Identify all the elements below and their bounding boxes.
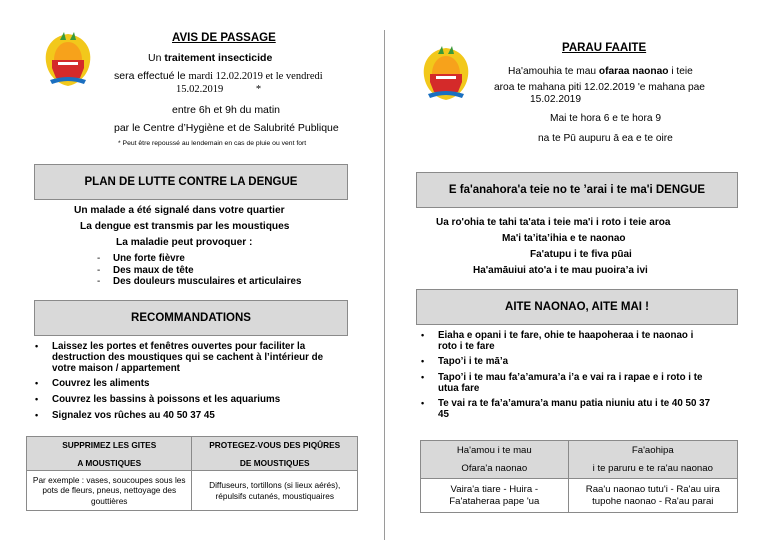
advice-heading: AITE NAONAO, AITE MAI ! bbox=[416, 289, 738, 325]
table-cell: Vaira'a tiare - Huira - Fa'ataheraa pape 'ua bbox=[421, 479, 569, 513]
notice-time: Mai te hora 6 e te hora 9 bbox=[550, 113, 661, 124]
notice-title: PARAU FAAITE bbox=[562, 42, 647, 54]
recommendation-item: • Signalez vos rûches au 40 50 37 45 bbox=[32, 410, 348, 421]
plan-line-4: Ha'amāuiui ato'a i te mau puoira’a ivi bbox=[473, 265, 648, 276]
plan-heading: E fa'anahora'a teie no te ’arai i te ma'i DENGUE bbox=[416, 172, 738, 208]
notice-footnote: * Peut être repoussé au lendemain en cas de pluie ou vent fort bbox=[118, 140, 307, 147]
notice-organization: par le Centre d’Hygiène et de Salubrité Publique bbox=[114, 122, 339, 134]
advice-item: • Tapo’i i te mau fa’a’amura’a i’a e vai ra i rapae e i roto i te utua fare bbox=[418, 372, 714, 394]
column-divider bbox=[384, 30, 385, 540]
table-cell: Raa'u naonao tutu'i - Ra'au uira tupohe naonao - Ra'au parai bbox=[568, 479, 737, 513]
notice-title: AVIS DE PASSAGE bbox=[172, 32, 276, 44]
table-header-line: Ha'amou i te mau bbox=[456, 445, 532, 456]
notice-line-1-suffix: i teie bbox=[668, 66, 693, 77]
table-header-line: i te paruru e te ra'au naonao bbox=[592, 463, 713, 474]
plan-line-2: La dengue est transmis par les moustiques bbox=[80, 221, 290, 232]
recommendation-item: • Couvrez les bassins à poissons et les aquariums bbox=[32, 394, 348, 405]
notice-line-3-date: 15.02.2019 bbox=[176, 84, 224, 95]
notice-date: mardi 12.02.2019 et le vendredi bbox=[188, 71, 323, 82]
notice-line-1 bbox=[148, 52, 272, 64]
table-header-line: A MOUSTIQUES bbox=[77, 457, 142, 468]
table-cell: Par exemple : vases, soucoupes sous les pots de fleurs, pneus, nettoyage des gouttières bbox=[27, 471, 192, 511]
notice-line-3: 15.02.2019 bbox=[530, 94, 581, 105]
notice-line-1-prefix: Ha'amouhia te mau bbox=[508, 66, 599, 77]
notice-line-1 bbox=[508, 66, 693, 77]
recommendation-item: • Laissez les portes et fenêtres ouvertes pour faciliter la destruction des moustiques qui se cachent à l’intérieur de votre maison / appartement bbox=[32, 341, 348, 375]
table-row bbox=[27, 471, 358, 511]
plan-line-1: Ua ro'ohia te tahi ta'ata i teie ma'i i roto i teie aroa bbox=[436, 217, 671, 228]
notice-line-2 bbox=[114, 70, 323, 82]
symptom-item: - Des maux de tête bbox=[97, 265, 301, 277]
plan-line-3: Fa'atupu i te fiva pūai bbox=[530, 249, 632, 260]
notice-time: entre 6h et 9h du matin bbox=[172, 104, 280, 116]
notice-organization: na te Pū aupuru ā ea e te oire bbox=[538, 133, 673, 144]
prevention-table bbox=[420, 440, 738, 513]
notice-line-2: aroa te mahana piti 12.02.2019 'e mahana pae bbox=[494, 82, 705, 93]
plan-line-2: Ma'i ta’ita’ihia e te naonao bbox=[502, 233, 626, 244]
table-header-line: DE MOUSTIQUES bbox=[239, 457, 310, 468]
plan-line-3: La maladie peut provoquer : bbox=[116, 237, 253, 248]
plan-line-1: Un malade a été signalé dans votre quartier bbox=[74, 205, 285, 216]
advice-list bbox=[418, 330, 714, 422]
french-polynesia-emblem-logo bbox=[42, 30, 94, 88]
prevention-table bbox=[26, 436, 358, 511]
table-header-line: SUPPRIMEZ LES GITES bbox=[62, 439, 157, 450]
table-cell: Diffuseurs, tortillons (si lieux aérés), répulsifs cutanés, moustiquaires bbox=[192, 471, 358, 511]
table-header-cell bbox=[192, 437, 358, 471]
notice-line-1-prefix: Un bbox=[148, 52, 165, 64]
advice-item: • Eiaha e opani i te fare, ohie te haapoheraa i te naonao i roto i te fare bbox=[418, 330, 714, 352]
advice-item: • Te vai ra te fa’a’amura’a manu patia niuniu atu i te 40 50 37 45 bbox=[418, 398, 714, 420]
recommendations-heading: RECOMMANDATIONS bbox=[34, 300, 348, 336]
notice-line-1-bold: traitement insecticide bbox=[164, 52, 273, 64]
table-header-line: PROTEGEZ-VOUS DES PIQÛRES bbox=[209, 439, 341, 450]
notice-line-3 bbox=[176, 84, 261, 95]
french-polynesia-emblem-logo bbox=[420, 44, 472, 102]
notice-asterisk: * bbox=[255, 84, 262, 95]
advice-item: • Tapo’i i te mā’a bbox=[418, 356, 714, 367]
table-header-row bbox=[27, 437, 358, 471]
plan-heading: PLAN DE LUTTE CONTRE LA DENGUE bbox=[34, 164, 348, 200]
table-row bbox=[421, 479, 738, 513]
table-header-line: Ofara'a naonao bbox=[461, 463, 528, 474]
symptom-list bbox=[97, 253, 301, 288]
table-header-cell bbox=[568, 441, 737, 479]
recommendation-item: • Couvrez les aliments bbox=[32, 378, 348, 389]
table-header-cell bbox=[27, 437, 192, 471]
table-header-line: Fa'aohipa bbox=[631, 445, 674, 456]
symptom-item: - Une forte fièvre bbox=[97, 253, 301, 265]
table-header-cell bbox=[421, 441, 569, 479]
symptom-item: - Des douleurs musculaires et articulaires bbox=[97, 276, 301, 288]
notice-line-2-prefix: sera effectué le bbox=[114, 70, 189, 82]
recommendations-list bbox=[32, 341, 348, 423]
table-header-row bbox=[421, 441, 738, 479]
notice-line-1-bold: ofaraa naonao bbox=[598, 66, 669, 77]
